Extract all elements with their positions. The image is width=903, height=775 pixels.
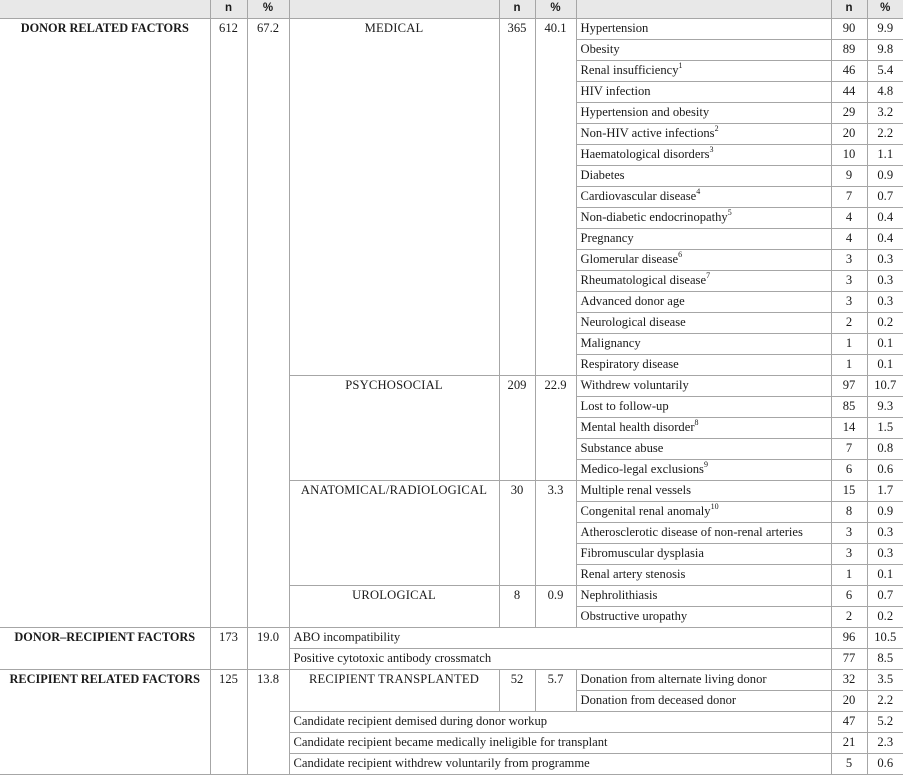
item-pct: 10.7 — [867, 376, 903, 397]
group-n: 125 — [210, 670, 247, 775]
group-n: 173 — [210, 628, 247, 670]
item-label — [576, 82, 831, 103]
item-pct: 4.8 — [867, 82, 903, 103]
item-label — [576, 40, 831, 61]
footnote-marker: 4 — [696, 186, 701, 196]
footnote-marker: 8 — [694, 417, 699, 427]
item-pct: 3.5 — [867, 670, 903, 691]
item-label — [576, 61, 831, 82]
item-pct: 0.7 — [867, 187, 903, 208]
item-label-text: Mental health disorder — [580, 420, 695, 434]
item-pct: 0.6 — [867, 460, 903, 481]
footnote-marker: 10 — [710, 501, 719, 511]
subgroup-pct: 3.3 — [535, 481, 576, 586]
item-label-text: Non-HIV active infections — [580, 126, 715, 140]
item-pct: 0.3 — [867, 292, 903, 313]
header-item — [576, 0, 831, 19]
item-label — [576, 145, 831, 166]
item-label-text: Haematological disorders — [580, 147, 710, 161]
item-pct: 0.3 — [867, 544, 903, 565]
item-label — [576, 250, 831, 271]
item-pct: 0.1 — [867, 565, 903, 586]
item-label-text: Advanced donor age — [580, 294, 685, 308]
item-n: 10 — [831, 145, 867, 166]
item-n: 3 — [831, 271, 867, 292]
item-label — [576, 19, 831, 40]
item-pct: 1.5 — [867, 418, 903, 439]
header-subgroup — [289, 0, 499, 19]
item-label — [576, 481, 831, 502]
item-pct: 9.8 — [867, 40, 903, 61]
item-label — [576, 376, 831, 397]
item-label — [576, 670, 831, 691]
item-pct: 9.3 — [867, 397, 903, 418]
header-group-n: n — [210, 0, 247, 19]
group-n: 612 — [210, 19, 247, 628]
item-label — [576, 271, 831, 292]
item-n: 32 — [831, 670, 867, 691]
subgroup-name: RECIPIENT TRANSPLANTED — [289, 670, 499, 712]
item-n: 3 — [831, 523, 867, 544]
item-n: 3 — [831, 292, 867, 313]
subgroup-pct: 0.9 — [535, 586, 576, 628]
item-pct: 2.3 — [867, 733, 903, 754]
item-label — [576, 208, 831, 229]
item-label-text: Donation from deceased donor — [580, 693, 737, 707]
group-pct: 19.0 — [247, 628, 289, 670]
group-name: RECIPIENT RELATED FACTORS — [0, 670, 210, 775]
header-item-n: n — [831, 0, 867, 19]
item-label-text: Renal artery stenosis — [580, 567, 686, 581]
table-row — [0, 628, 903, 649]
group-name: DONOR RELATED FACTORS — [0, 19, 210, 628]
item-pct: 0.1 — [867, 334, 903, 355]
item-label — [576, 397, 831, 418]
item-label — [576, 502, 831, 523]
subgroup-name: PSYCHOSOCIAL — [289, 376, 499, 481]
subgroup-name: UROLOGICAL — [289, 586, 499, 628]
item-pct: 0.9 — [867, 166, 903, 187]
item-n: 89 — [831, 40, 867, 61]
item-label-text: Lost to follow-up — [580, 399, 669, 413]
header-row — [0, 0, 903, 19]
item-n: 20 — [831, 124, 867, 145]
footnote-marker: 3 — [709, 144, 714, 154]
item-label-text: Nephrolithiasis — [580, 588, 658, 602]
item-label — [576, 187, 831, 208]
item-n: 14 — [831, 418, 867, 439]
subgroup-n: 8 — [499, 586, 535, 628]
header-item-pct: % — [867, 0, 903, 19]
header-subgroup-pct: % — [535, 0, 576, 19]
item-label-text: Malignancy — [580, 336, 641, 350]
wide-item-label: ABO incompatibility — [289, 628, 831, 649]
item-label — [576, 523, 831, 544]
item-pct: 3.2 — [867, 103, 903, 124]
item-pct: 0.2 — [867, 607, 903, 628]
item-label — [576, 418, 831, 439]
item-label-text: Rheumatological disease — [580, 273, 707, 287]
footnote-marker: 1 — [678, 60, 683, 70]
item-label — [576, 586, 831, 607]
item-label-text: Fibromuscular dysplasia — [580, 546, 704, 560]
item-n: 96 — [831, 628, 867, 649]
table-row — [0, 670, 903, 691]
item-label-text: Obstructive uropathy — [580, 609, 688, 623]
item-label — [576, 565, 831, 586]
item-pct: 0.3 — [867, 523, 903, 544]
item-n: 4 — [831, 229, 867, 250]
item-n: 47 — [831, 712, 867, 733]
subgroup-pct: 5.7 — [535, 670, 576, 712]
item-label — [576, 124, 831, 145]
footnote-marker: 5 — [727, 207, 732, 217]
item-label — [576, 313, 831, 334]
item-label — [576, 607, 831, 628]
item-pct: 1.1 — [867, 145, 903, 166]
item-label-text: Donation from alternate living donor — [580, 672, 767, 686]
item-n: 20 — [831, 691, 867, 712]
item-n: 7 — [831, 439, 867, 460]
item-n: 1 — [831, 355, 867, 376]
item-label-text: Medico-legal exclusions — [580, 462, 704, 476]
header-group-pct: % — [247, 0, 289, 19]
item-label-text: Pregnancy — [580, 231, 634, 245]
footnote-marker: 2 — [714, 123, 719, 133]
item-n: 9 — [831, 166, 867, 187]
item-n: 85 — [831, 397, 867, 418]
item-n: 5 — [831, 754, 867, 775]
item-label-text: Neurological disease — [580, 315, 686, 329]
item-n: 44 — [831, 82, 867, 103]
item-n: 6 — [831, 586, 867, 607]
item-n: 1 — [831, 334, 867, 355]
item-n: 2 — [831, 313, 867, 334]
subgroup-name: MEDICAL — [289, 19, 499, 376]
subgroup-n: 52 — [499, 670, 535, 712]
item-label-text: Respiratory disease — [580, 357, 679, 371]
item-pct: 2.2 — [867, 691, 903, 712]
subgroup-n: 30 — [499, 481, 535, 586]
item-n: 21 — [831, 733, 867, 754]
header-group — [0, 0, 210, 19]
item-label-text: Withdrew voluntarily — [580, 378, 689, 392]
item-label-text: Multiple renal vessels — [580, 483, 692, 497]
table-row — [0, 19, 903, 40]
item-n: 15 — [831, 481, 867, 502]
header-subgroup-n: n — [499, 0, 535, 19]
wide-item-label: Candidate recipient demised during donor workup — [289, 712, 831, 733]
group-name: DONOR–RECIPIENT FACTORS — [0, 628, 210, 670]
item-label — [576, 544, 831, 565]
item-pct: 2.2 — [867, 124, 903, 145]
subgroup-n: 209 — [499, 376, 535, 481]
item-n: 3 — [831, 544, 867, 565]
item-pct: 10.5 — [867, 628, 903, 649]
item-label-text: Hypertension and obesity — [580, 105, 710, 119]
subgroup-pct: 40.1 — [535, 19, 576, 376]
item-pct: 1.7 — [867, 481, 903, 502]
item-n: 46 — [831, 61, 867, 82]
subgroup-name: ANATOMICAL/RADIOLOGICAL — [289, 481, 499, 586]
item-pct: 8.5 — [867, 649, 903, 670]
group-pct: 13.8 — [247, 670, 289, 775]
footnote-marker: 9 — [703, 459, 708, 469]
item-label — [576, 334, 831, 355]
item-n: 90 — [831, 19, 867, 40]
item-label-text: Substance abuse — [580, 441, 664, 455]
item-pct: 0.9 — [867, 502, 903, 523]
item-label — [576, 460, 831, 481]
subgroup-pct: 22.9 — [535, 376, 576, 481]
item-pct: 9.9 — [867, 19, 903, 40]
item-label-text: Diabetes — [580, 168, 625, 182]
item-n: 3 — [831, 250, 867, 271]
item-label-text: Atherosclerotic disease of non-renal arteries — [580, 525, 803, 539]
item-n: 6 — [831, 460, 867, 481]
subgroup-n: 365 — [499, 19, 535, 376]
item-label-text: Renal insufficiency — [580, 63, 679, 77]
item-pct: 0.4 — [867, 229, 903, 250]
item-label — [576, 439, 831, 460]
item-label — [576, 691, 831, 712]
item-pct: 0.4 — [867, 208, 903, 229]
item-n: 29 — [831, 103, 867, 124]
item-label — [576, 292, 831, 313]
item-label — [576, 229, 831, 250]
wide-item-label: Candidate recipient withdrew voluntarily from programme — [289, 754, 831, 775]
item-label-text: Obesity — [580, 42, 620, 56]
item-n: 1 — [831, 565, 867, 586]
item-pct: 5.4 — [867, 61, 903, 82]
item-pct: 0.2 — [867, 313, 903, 334]
item-label-text: Non-diabetic endocrinopathy — [580, 210, 728, 224]
item-pct: 5.2 — [867, 712, 903, 733]
wide-item-label: Candidate recipient became medically ineligible for transplant — [289, 733, 831, 754]
item-label-text: Congenital renal anomaly — [580, 504, 711, 518]
item-pct: 0.6 — [867, 754, 903, 775]
item-n: 8 — [831, 502, 867, 523]
item-n: 77 — [831, 649, 867, 670]
item-pct: 0.3 — [867, 250, 903, 271]
table-body — [0, 19, 903, 775]
item-pct: 0.1 — [867, 355, 903, 376]
item-pct: 0.3 — [867, 271, 903, 292]
item-n: 97 — [831, 376, 867, 397]
item-n: 7 — [831, 187, 867, 208]
item-label — [576, 355, 831, 376]
item-label-text: HIV infection — [580, 84, 651, 98]
group-pct: 67.2 — [247, 19, 289, 628]
wide-item-label: Positive cytotoxic antibody crossmatch — [289, 649, 831, 670]
item-n: 4 — [831, 208, 867, 229]
item-pct: 0.8 — [867, 439, 903, 460]
item-label — [576, 166, 831, 187]
item-n: 2 — [831, 607, 867, 628]
item-label — [576, 103, 831, 124]
item-label-text: Cardiovascular disease — [580, 189, 697, 203]
item-pct: 0.7 — [867, 586, 903, 607]
item-label-text: Glomerular disease — [580, 252, 679, 266]
footnote-marker: 6 — [678, 249, 683, 259]
footnote-marker: 7 — [706, 270, 711, 280]
item-label-text: Hypertension — [580, 21, 649, 35]
